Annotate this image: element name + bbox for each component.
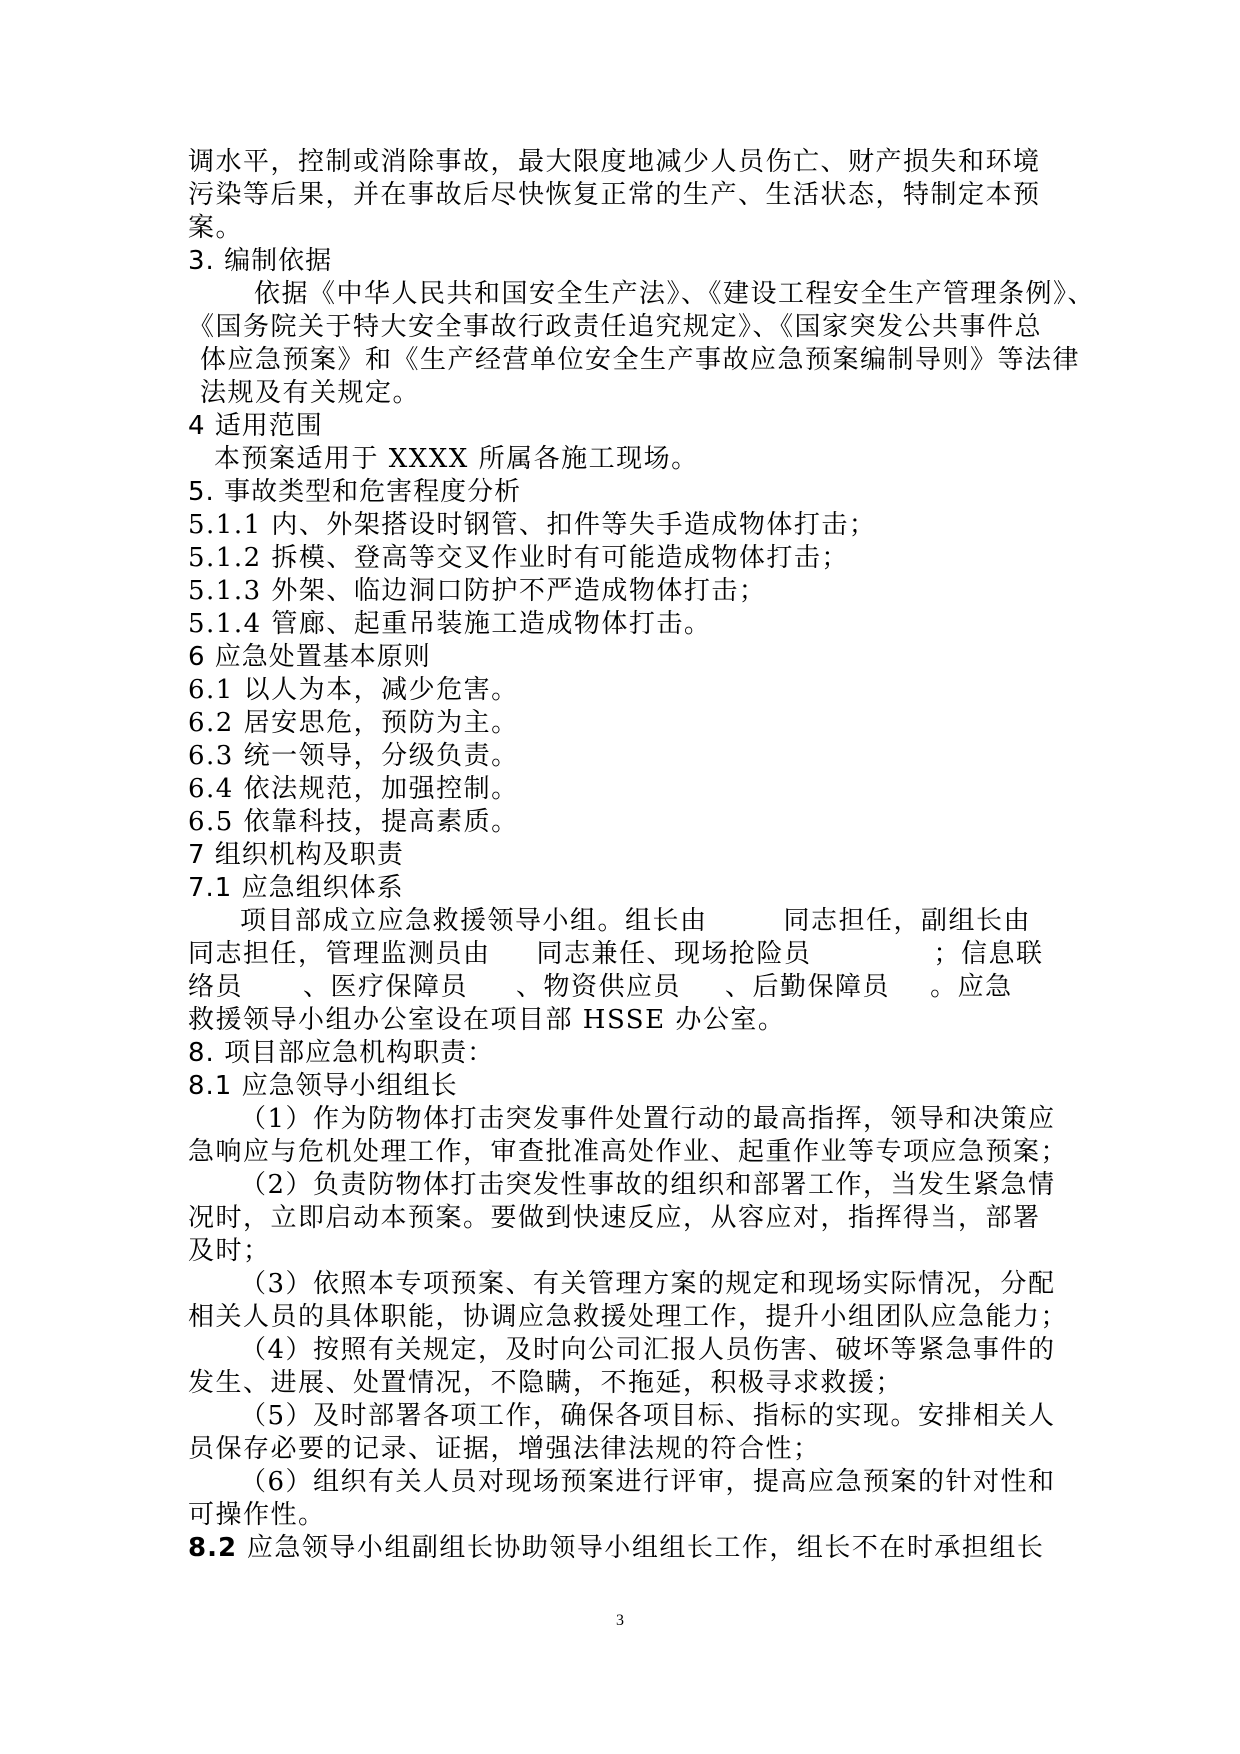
section-heading-7-1: 7.1 应急组织体系 — [188, 873, 404, 903]
text-line: （6）组织有关人员对现场预案进行评审，提高应急预案的针对性和 — [240, 1467, 1056, 1497]
text-line: （1）作为防物体打击突发事件处置行动的最高指挥，领导和决策应 — [240, 1104, 1056, 1134]
text-line — [188, 971, 1108, 1004]
text-span: 、后勤保障员 — [725, 972, 891, 1002]
section-number-8-2: 8.2 — [188, 1533, 238, 1563]
section-heading-4: 4 适用范围 — [188, 411, 323, 441]
text-line: 及时； — [188, 1236, 271, 1266]
text-line: 本预案适用于 XXXX 所属各施工现场。 — [214, 444, 699, 474]
text-line: 相关人员的具体职能，协调应急救援处理工作，提升小组团队应急能力； — [188, 1302, 1069, 1332]
text-line: 污染等后果，并在事故后尽快恢复正常的生产、生活状态，特制定本预 — [188, 180, 1041, 210]
text-span: 、物资供应员 — [516, 972, 682, 1002]
section-heading-8: 8. 项目部应急机构职责： — [188, 1038, 495, 1068]
text-line: 员保存必要的记录、证据，增强法律法规的符合性； — [188, 1434, 821, 1464]
document-body — [188, 146, 1108, 1565]
text-span: 同志兼任、现场抢险员 — [536, 939, 812, 969]
section-heading-3: 3. 编制依据 — [188, 246, 333, 276]
text-line: 调水平，控制或消除事故，最大限度地减少人员伤亡、财产损失和环境 — [188, 147, 1041, 177]
list-item: 5.1.1 内、外架搭设时钢管、扣件等失手造成物体打击； — [188, 510, 877, 540]
text-line: （3）依照本专项预案、有关管理方案的规定和现场实际情况，分配 — [240, 1269, 1056, 1299]
section-heading-6: 6 应急处置基本原则 — [188, 642, 431, 672]
text-line: 法规及有关规定。 — [200, 378, 421, 408]
text-span: 应急领导小组副组长协助领导小组组长工作，组长不在时承担组长 — [237, 1533, 1045, 1563]
text-line: 体应急预案》和《生产经营单位安全生产事故应急预案编制导则》等法律 — [200, 345, 1081, 375]
list-item: 6.4 依法规范，加强控制。 — [188, 774, 519, 804]
text-span: 项目部成立应急救援领导小组。组长由 — [240, 906, 708, 936]
text-span: ；信息联 — [933, 939, 1044, 969]
text-line: 依据《中华人民共和国安全生产法》、《建设工程安全生产管理条例》、 — [254, 279, 1096, 309]
text-span: 、医疗保障员 — [303, 972, 469, 1002]
text-line: 《国务院关于特大安全事故行政责任追究规定》、《国家突发公共事件总 — [188, 312, 1043, 342]
text-line: 救援领导小组办公室设在项目部 HSSE 办公室。 — [188, 1005, 786, 1035]
text-line: 案。 — [188, 213, 244, 243]
list-item: 6.3 统一领导，分级负责。 — [188, 741, 519, 771]
text-line — [188, 938, 1108, 971]
text-span: 。应急 — [930, 972, 1013, 1002]
section-heading-7: 7 组织机构及职责 — [188, 840, 404, 870]
text-line — [188, 1532, 1108, 1565]
text-span: 络员 — [188, 972, 244, 1002]
text-line: 急响应与危机处理工作，审查批准高处作业、起重作业等专项应急预案； — [188, 1137, 1069, 1167]
list-item: 6.5 依靠科技，提高素质。 — [188, 807, 519, 837]
list-item: 6.1 以人为本，减少危害。 — [188, 675, 519, 705]
text-line: 可操作性。 — [188, 1500, 326, 1530]
list-item: 5.1.3 外架、临边洞口防护不严造成物体打击； — [188, 576, 767, 606]
text-line: （4）按照有关规定，及时向公司汇报人员伤害、破坏等紧急事件的 — [240, 1335, 1056, 1365]
page-number: 3 — [616, 1612, 624, 1629]
list-item: 5.1.2 拆模、登高等交叉作业时有可能造成物体打击； — [188, 543, 849, 573]
section-heading-5: 5. 事故类型和危害程度分析 — [188, 477, 522, 507]
list-item: 6.2 居安思危，预防为主。 — [188, 708, 519, 738]
text-span: 同志担任，管理监测员由 — [188, 939, 491, 969]
text-line: 况时，立即启动本预案。要做到快速反应，从容应对，指挥得当，部署 — [188, 1203, 1041, 1233]
text-line: （5）及时部署各项工作，确保各项目标、指标的实现。安排相关人 — [240, 1401, 1056, 1431]
text-line: （2）负责防物体打击突发性事故的组织和部署工作，当发生紧急情 — [240, 1170, 1056, 1200]
text-line: 发生、进展、处置情况，不隐瞒，不拖延，积极寻求救援； — [188, 1368, 904, 1398]
list-item: 5.1.4 管廊、起重吊装施工造成物体打击。 — [188, 609, 712, 639]
section-heading-8-1: 8.1 应急领导小组组长 — [188, 1071, 458, 1101]
text-line — [188, 905, 1108, 938]
text-span: 同志担任，副组长由 — [783, 906, 1032, 936]
